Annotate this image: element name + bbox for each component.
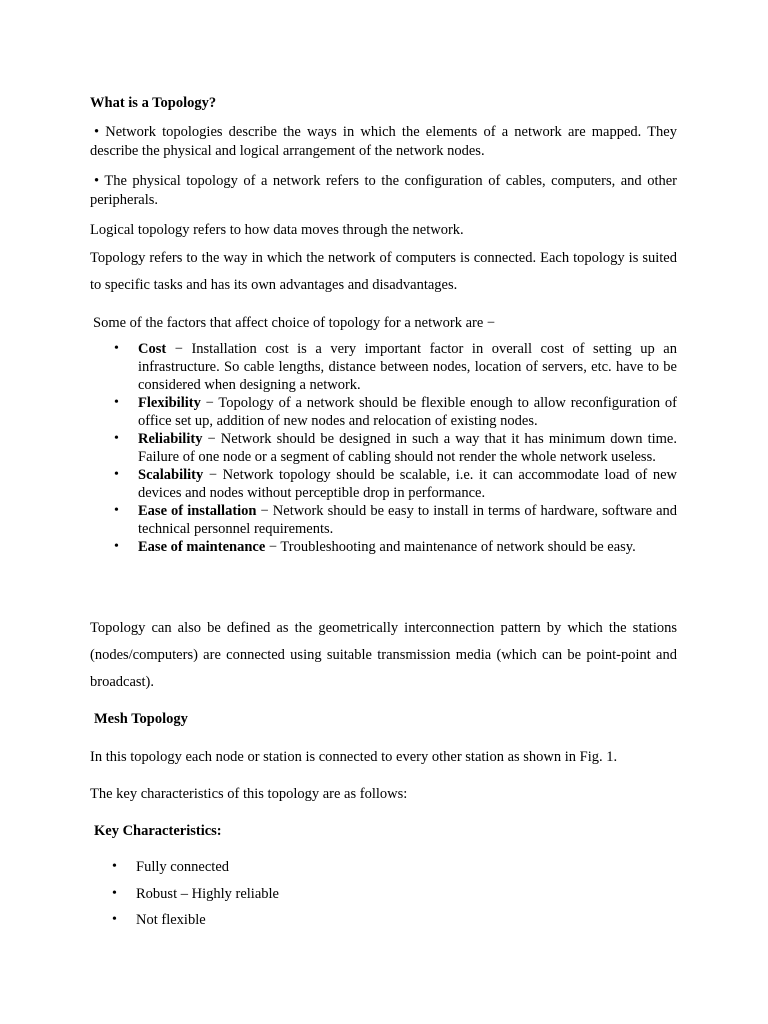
bullet-icon: • xyxy=(112,859,117,874)
factor-term: Cost xyxy=(138,341,167,357)
heading-what-is-topology: What is a Topology? xyxy=(90,95,217,111)
factor-text: − Network should be designed in such a way that it has minimum down time. Failure of one node or a segment of cabling should not render the whole network useless. xyxy=(138,431,677,465)
factor-term: Ease of maintenance xyxy=(138,539,266,555)
factor-text: − Installation cost is a very important factor in overall cost of setting up an infrastructure. So cable lengths, distance between nodes, location of servers, etc. have to be considered when designing a network. xyxy=(138,341,677,393)
bullet-icon: • xyxy=(114,341,119,356)
paragraph-physical-topology: • The physical topology of a network refers to the configuration of cables, computers, and other peripherals. xyxy=(90,173,677,208)
list-item-label: Fully connected xyxy=(136,859,230,875)
paragraph-network-topologies: • Network topologies describe the ways in which the elements of a network are mapped. They describe the physical and logical arrangement of the network nodes. xyxy=(90,124,677,159)
bullet-icon: • xyxy=(114,539,119,554)
bullet-icon: • xyxy=(112,912,117,927)
factor-item-ease-of-installation xyxy=(90,502,677,538)
factor-item-scalability xyxy=(90,466,677,502)
factor-item-ease-of-maintenance xyxy=(90,538,677,556)
factor-term: Reliability xyxy=(138,431,203,447)
list-item-label: Not flexible xyxy=(136,912,206,928)
factor-term: Flexibility xyxy=(138,395,201,411)
paragraph-factors-intro: Some of the factors that affect choice of topology for a network are − xyxy=(93,315,496,331)
factor-text: − Network should be easy to install in terms of hardware, software and technical personnel requirements. xyxy=(138,503,678,537)
factor-item-flexibility xyxy=(90,394,677,430)
factor-item-cost xyxy=(90,340,677,394)
list-item xyxy=(90,910,677,937)
key-characteristics-list xyxy=(90,857,677,937)
factor-text: − Network topology should be scalable, i.e. it can accommodate load of new devices and nodes without perceptible drop in performance. xyxy=(138,467,677,501)
list-item xyxy=(90,857,677,884)
heading-mesh-topology: Mesh Topology xyxy=(94,711,188,727)
paragraph-geometric-definition: Topology can also be defined as the geometrically interconnection pattern by which the stations (nodes/computers) are connected using suitable transmission media (which can be point-point and broadcast). xyxy=(90,620,677,690)
factor-text: − Troubleshooting and maintenance of network should be easy. xyxy=(265,539,636,555)
paragraph-topology-definition: Topology refers to the way in which the network of computers is connected. Each topology is suited to specific tasks and has its own advantages and disadvantages. xyxy=(90,250,677,293)
factors-list xyxy=(90,340,677,556)
list-item xyxy=(90,884,677,911)
factor-term: Scalability xyxy=(138,467,204,483)
list-item-label: Robust – Highly reliable xyxy=(136,885,279,902)
paragraph-key-intro: The key characteristics of this topology are as follows: xyxy=(90,786,408,802)
paragraph-logical-topology: Logical topology refers to how data moves through the network. xyxy=(90,222,464,238)
bullet-icon: • xyxy=(112,885,117,901)
bullet-icon: • xyxy=(114,395,119,410)
paragraph-mesh-description: In this topology each node or station is connected to every other station as shown in Fig. 1. xyxy=(90,749,618,765)
factor-item-reliability xyxy=(90,430,677,466)
heading-key-characteristics: Key Characteristics: xyxy=(94,823,222,839)
bullet-icon: • xyxy=(114,503,119,518)
bullet-icon: • xyxy=(114,467,119,482)
bullet-icon: • xyxy=(114,431,119,446)
factor-text: − Topology of a network should be flexible enough to allow reconfiguration of office set up, addition of new nodes and relocation of existing nodes. xyxy=(138,395,677,429)
factor-term: Ease of installation xyxy=(138,503,257,519)
